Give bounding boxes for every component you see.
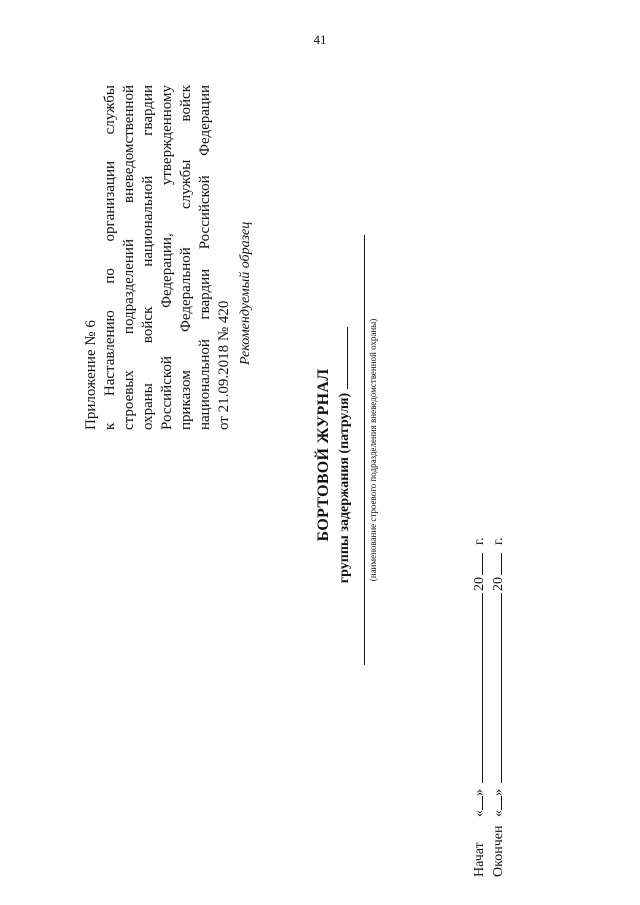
ended-label: Окончен bbox=[491, 825, 506, 877]
day-blank bbox=[489, 796, 502, 810]
appendix-line: национальной гвардии Российской Федерации bbox=[197, 85, 213, 430]
appendix-block bbox=[82, 85, 234, 430]
appendix-line: Приложение № 6 bbox=[83, 320, 99, 430]
quote-open: « bbox=[472, 810, 487, 817]
year-suffix: г. bbox=[491, 537, 506, 545]
page-number: 41 bbox=[313, 32, 327, 47]
appendix-line: от 21.09.2018 № 420 bbox=[216, 300, 232, 430]
journal-subtitle: группы задержания (патруля) bbox=[337, 392, 352, 584]
quote-close: » bbox=[472, 789, 487, 796]
unit-name-line bbox=[364, 235, 365, 665]
journal-title: БОРТОВОЙ ЖУРНАЛ bbox=[315, 368, 332, 542]
month-blank bbox=[470, 593, 483, 783]
appendix-line: приказом Федеральной службы войск bbox=[178, 85, 194, 430]
quote-close: » bbox=[491, 789, 506, 796]
year-prefix: 20 bbox=[491, 577, 506, 591]
month-blank bbox=[489, 593, 502, 783]
journal-subtitle-row bbox=[335, 275, 353, 635]
ended-row bbox=[489, 457, 508, 877]
appendix-line: строевых подразделений вневедомственной bbox=[121, 85, 137, 430]
appendix-line: к Наставлению по организации службы bbox=[102, 85, 118, 430]
started-label: Начат bbox=[472, 842, 487, 877]
appendix-line: охраны войск национальной гвардии bbox=[140, 85, 156, 430]
started-row bbox=[470, 457, 489, 877]
date-block bbox=[470, 457, 508, 877]
quote-open: « bbox=[491, 810, 506, 817]
sample-label: Рекомендуемый образец bbox=[238, 221, 253, 365]
year-blank bbox=[489, 553, 502, 575]
title-block bbox=[315, 275, 353, 635]
year-suffix: г. bbox=[472, 537, 487, 545]
unit-name-caption: (наименование строевого подразделения вневедомственной охраны) bbox=[368, 318, 378, 582]
day-blank bbox=[470, 796, 483, 810]
year-prefix: 20 bbox=[472, 577, 487, 591]
rotated-form bbox=[68, 55, 528, 885]
year-blank bbox=[470, 553, 483, 575]
appendix-line: Российской Федерации, утвержденному bbox=[159, 85, 175, 430]
patrol-number-blank bbox=[335, 327, 348, 389]
